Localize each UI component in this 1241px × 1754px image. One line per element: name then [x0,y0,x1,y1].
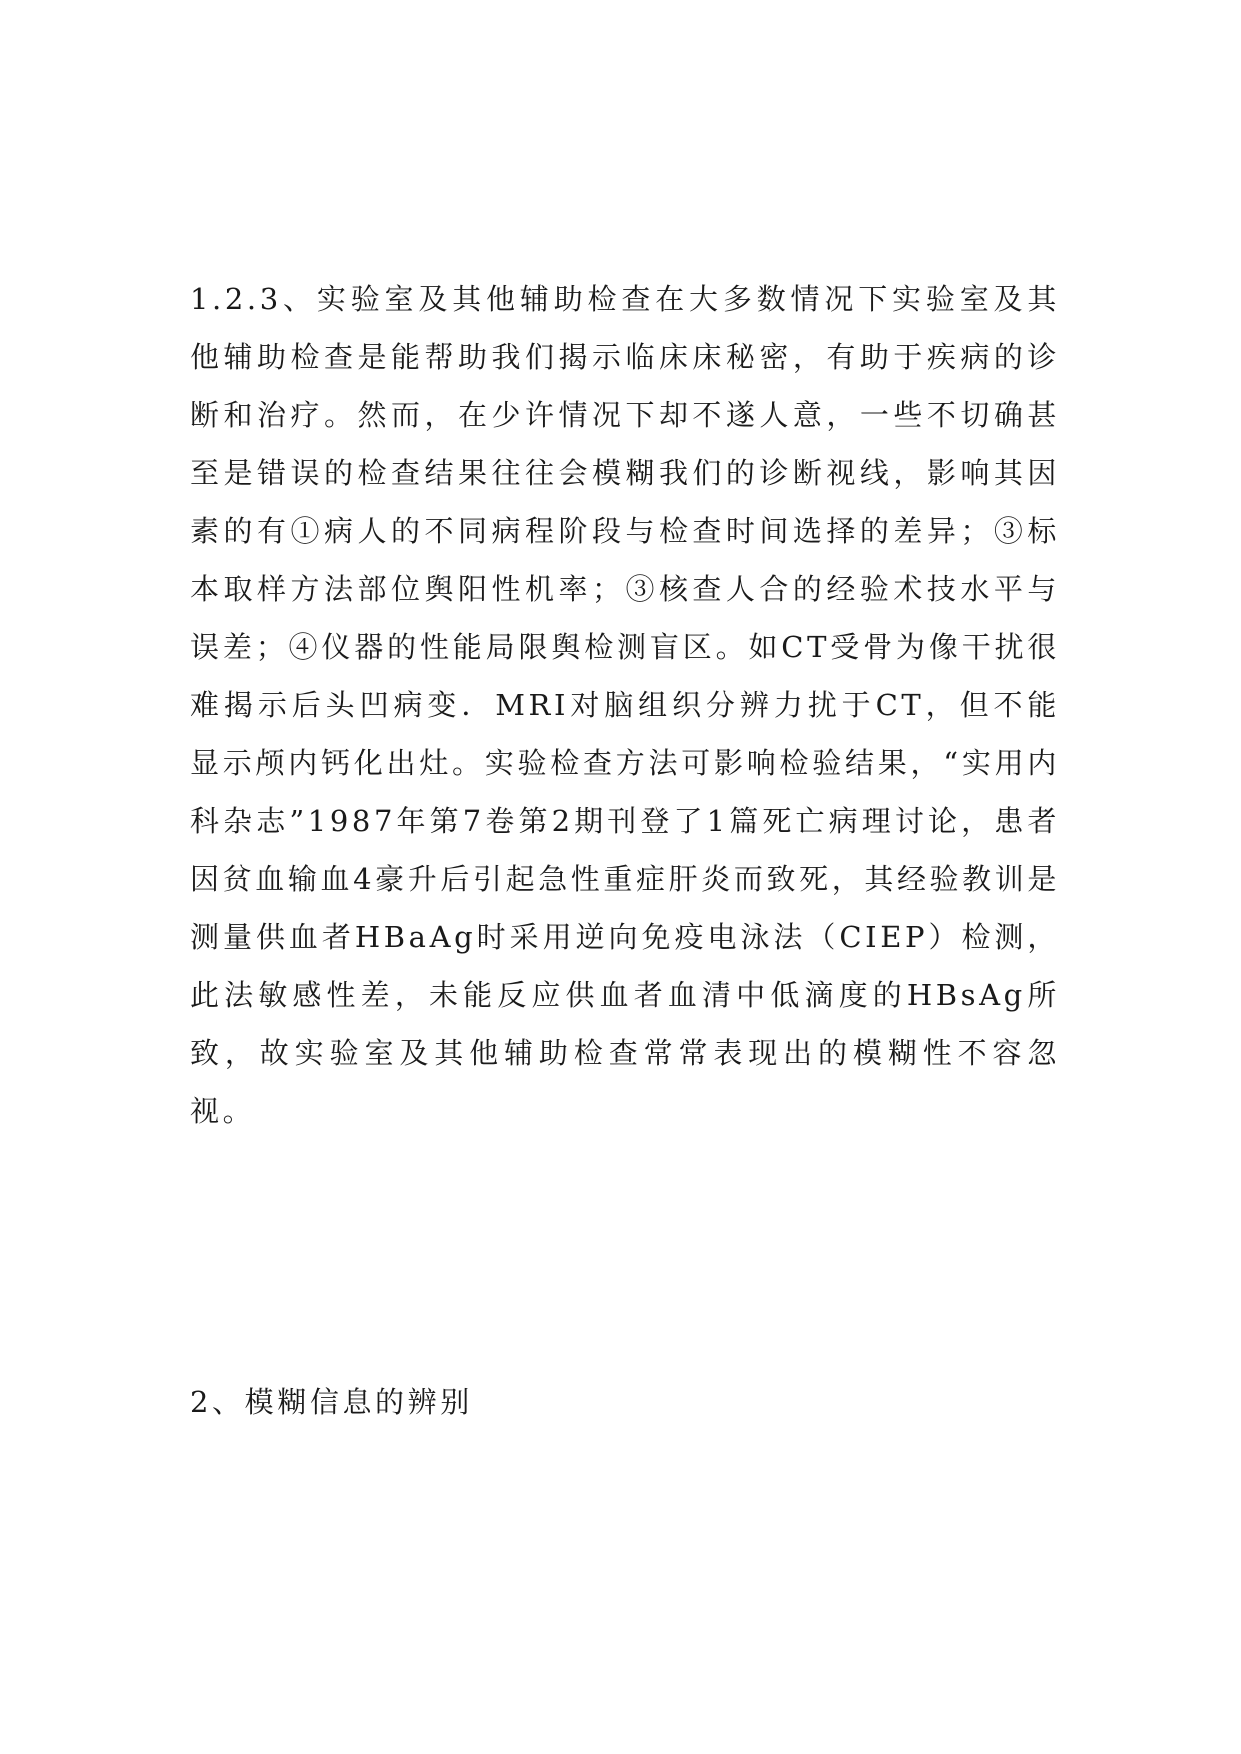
body-paragraph: 1.2.3、实验室及其他辅助检查在大多数情况下实验室及其他辅助检查是能帮助我们揭示临床床秘密，有助于疾病的诊断和治疗。然而，在少许情况下却不遂人意，一些不切确甚至是错误的检查结果往往会模糊我们的诊断视线，影响其因素的有①病人的不同病程阶段与检查时间选择的差异；③标本取样方法部位舆阳性机率；③核查人合的经验术技水平与误差；④仪器的性能局限舆检测盲区。如CT受骨为像干扰很难揭示后头凹病变．MRI对脑组织分辨力扰于CT，但不能显示颅内钙化出灶。实验检查方法可影响检验结果，“实用内科杂志”1987年第7卷第2期刊登了1篇死亡病理讨论，患者因贫血输血4豪升后引起急性重症肝炎而致死，其经验教训是测量供血者HBaAg时采用逆向免疫电泳法（CIEP）检测，此法敏感性差，未能反应供血者血清中低滴度的HBsAg所致，故实验室及其他辅助检查常常表现出的模糊性不容忽视。 [190,282,1060,1128]
section-heading: 2、模糊信息的辨别 [190,1385,473,1419]
